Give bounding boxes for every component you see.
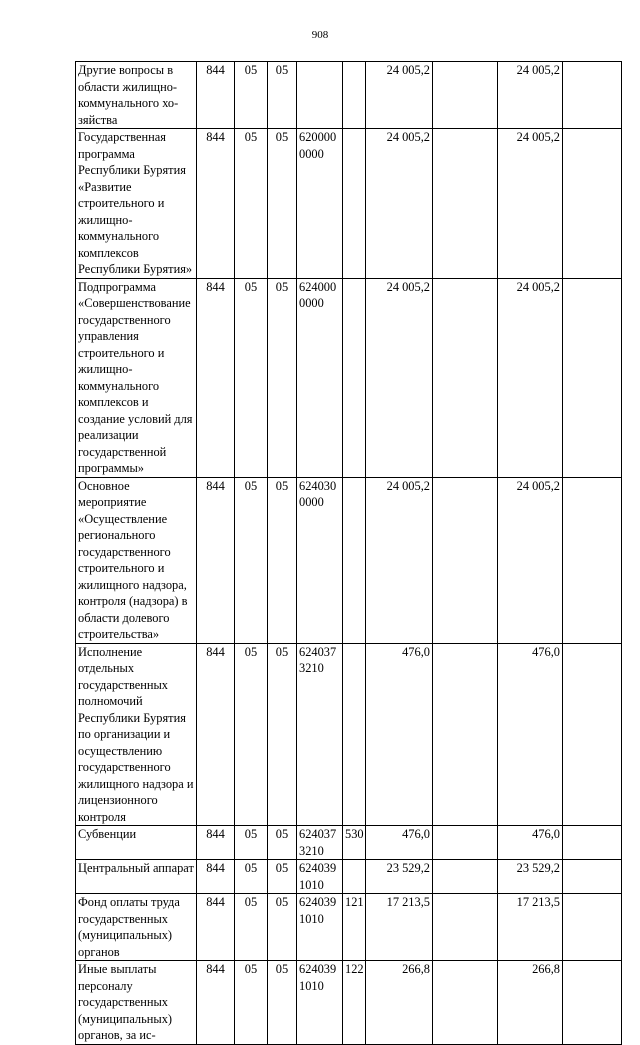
- empty-cell: [563, 961, 622, 1045]
- row-name-cell: Фонд оплаты труда государственных (муниципальных) органов: [76, 894, 197, 961]
- table-row: [76, 62, 622, 129]
- ministry-code-cell: 844: [197, 129, 235, 279]
- target-article-cell: 624030 0000: [297, 477, 343, 643]
- section-code-cell: 05: [235, 860, 268, 894]
- row-name-cell: Иные выплаты персоналу государственных (муниципальных) органов, за ис-: [76, 961, 197, 1045]
- amount-1-cell: 476,0: [366, 643, 433, 826]
- expense-type-cell: [343, 278, 366, 477]
- ministry-code-cell: 844: [197, 477, 235, 643]
- table-row: [76, 826, 622, 860]
- target-article-cell: 624037 3210: [297, 826, 343, 860]
- amount-2-cell: 476,0: [498, 643, 563, 826]
- empty-cell: [433, 643, 498, 826]
- empty-cell: [563, 278, 622, 477]
- ministry-code-cell: 844: [197, 894, 235, 961]
- empty-cell: [563, 62, 622, 129]
- target-article-cell: 624000 0000: [297, 278, 343, 477]
- subsection-code-cell: 05: [268, 894, 297, 961]
- amount-1-cell: 23 529,2: [366, 860, 433, 894]
- empty-cell: [433, 129, 498, 279]
- amount-2-cell: 17 213,5: [498, 894, 563, 961]
- section-code-cell: 05: [235, 643, 268, 826]
- expense-type-cell: [343, 643, 366, 826]
- row-name-cell: Государственная программа Республики Бурятия «Развитие строительного и жилищно-коммунального комплексов Республики Бурятия»: [76, 129, 197, 279]
- section-code-cell: 05: [235, 961, 268, 1045]
- page-number: 908: [311, 29, 329, 41]
- empty-cell: [433, 477, 498, 643]
- expense-type-cell: [343, 477, 366, 643]
- table-row: [76, 643, 622, 826]
- table-row: [76, 860, 622, 894]
- budget-table: [75, 61, 622, 1045]
- empty-cell: [433, 961, 498, 1045]
- subsection-code-cell: 05: [268, 643, 297, 826]
- expense-type-cell: 121: [343, 894, 366, 961]
- subsection-code-cell: 05: [268, 477, 297, 643]
- amount-1-cell: 24 005,2: [366, 477, 433, 643]
- amount-1-cell: 17 213,5: [366, 894, 433, 961]
- expense-type-cell: [343, 129, 366, 279]
- amount-2-cell: 24 005,2: [498, 477, 563, 643]
- subsection-code-cell: 05: [268, 129, 297, 279]
- ministry-code-cell: 844: [197, 62, 235, 129]
- amount-2-cell: 24 005,2: [498, 278, 563, 477]
- amount-1-cell: 24 005,2: [366, 129, 433, 279]
- section-code-cell: 05: [235, 894, 268, 961]
- section-code-cell: 05: [235, 826, 268, 860]
- row-name-cell: Основное мероприятие «Осуществление регионального государственного строительного и жилищного надзора, контроля (надзора) в области долевого строительства»: [76, 477, 197, 643]
- expense-type-cell: [343, 62, 366, 129]
- subsection-code-cell: 05: [268, 860, 297, 894]
- amount-2-cell: 266,8: [498, 961, 563, 1045]
- empty-cell: [563, 826, 622, 860]
- target-article-cell: 624039 1010: [297, 860, 343, 894]
- subsection-code-cell: 05: [268, 826, 297, 860]
- ministry-code-cell: 844: [197, 860, 235, 894]
- table-row: [76, 477, 622, 643]
- row-name-cell: Субвенции: [76, 826, 197, 860]
- expense-type-cell: [343, 860, 366, 894]
- ministry-code-cell: 844: [197, 961, 235, 1045]
- empty-cell: [563, 477, 622, 643]
- empty-cell: [433, 894, 498, 961]
- row-name-cell: Исполнение отдельных государственных полномочий Республики Бурятия по организации и осуществлению государственного жилищного надзора и лицензионного контроля: [76, 643, 197, 826]
- empty-cell: [433, 278, 498, 477]
- expense-type-cell: 530: [343, 826, 366, 860]
- target-article-cell: [297, 62, 343, 129]
- amount-2-cell: 23 529,2: [498, 860, 563, 894]
- table-row: [76, 894, 622, 961]
- subsection-code-cell: 05: [268, 961, 297, 1045]
- table-row: [76, 129, 622, 279]
- target-article-cell: 620000 0000: [297, 129, 343, 279]
- ministry-code-cell: 844: [197, 278, 235, 477]
- empty-cell: [433, 826, 498, 860]
- empty-cell: [563, 894, 622, 961]
- empty-cell: [433, 62, 498, 129]
- section-code-cell: 05: [235, 477, 268, 643]
- empty-cell: [563, 643, 622, 826]
- target-article-cell: 624037 3210: [297, 643, 343, 826]
- ministry-code-cell: 844: [197, 643, 235, 826]
- amount-1-cell: 24 005,2: [366, 62, 433, 129]
- amount-1-cell: 266,8: [366, 961, 433, 1045]
- subsection-code-cell: 05: [268, 278, 297, 477]
- section-code-cell: 05: [235, 278, 268, 477]
- target-article-cell: 624039 1010: [297, 894, 343, 961]
- table-row: [76, 278, 622, 477]
- row-name-cell: Подпрограмма «Совершенствование государственного управления строительного и жилищно-коммунального комплексов и создание условий для реализации государственной программы»: [76, 278, 197, 477]
- target-article-cell: 624039 1010: [297, 961, 343, 1045]
- empty-cell: [563, 860, 622, 894]
- subsection-code-cell: 05: [268, 62, 297, 129]
- amount-1-cell: 24 005,2: [366, 278, 433, 477]
- row-name-cell: Другие вопросы в области жилищно-коммунального хо-зяйства: [76, 62, 197, 129]
- empty-cell: [433, 860, 498, 894]
- empty-cell: [563, 129, 622, 279]
- ministry-code-cell: 844: [197, 826, 235, 860]
- section-code-cell: 05: [235, 129, 268, 279]
- amount-2-cell: 476,0: [498, 826, 563, 860]
- amount-2-cell: 24 005,2: [498, 62, 563, 129]
- row-name-cell: Центральный аппарат: [76, 860, 197, 894]
- section-code-cell: 05: [235, 62, 268, 129]
- amount-1-cell: 476,0: [366, 826, 433, 860]
- amount-2-cell: 24 005,2: [498, 129, 563, 279]
- expense-type-cell: 122: [343, 961, 366, 1045]
- table-row: [76, 961, 622, 1045]
